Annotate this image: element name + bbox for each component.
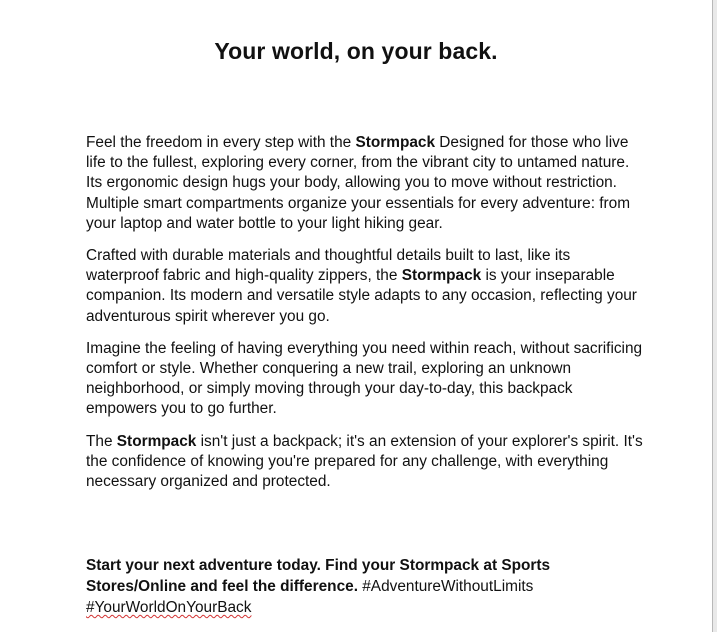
hashtag-adventure: #AdventureWithoutLimits — [357, 578, 534, 595]
brand-name: Stormpack — [401, 267, 482, 285]
paragraph-1-text-a: Feel the freedom in every step with the — [86, 134, 356, 151]
paragraph-3 — [86, 339, 646, 420]
document-title: Your world, on your back. — [214, 38, 498, 64]
brand-name: Stormpack — [355, 134, 436, 151]
brand-name: Stormpack — [116, 432, 197, 450]
cta-bold-text: Start your next adventure today. Find your Stormpack at Sports Stores/Online and feel the difference. — [86, 557, 551, 595]
paragraph-2-text-a: Crafted with durable materials and thoughtful details built to last, like its waterproof fabric and high-quality zippers, the — [86, 247, 571, 285]
paragraph-3-text: Imagine the feeling of having everything you need within reach, without sacrificing comfort or style. Whether conquering a new trail, exploring an unknown neighborhood, or simply moving through your day-to-day, this backpack empowers you to go further. — [86, 339, 643, 418]
paragraph-4-text-a: The — [86, 432, 117, 450]
page-edge-scroll-area[interactable] — [712, 0, 717, 632]
paragraph-1-text-b: Designed for those who live life to the fullest, exploring every corner, from the vibrant city to untamed nature. Its ergonomic design hugs your body, allowing you to move without restriction. Multiple smart compartments organize your essentials for every adventure: from your laptop and water bottle to your light hiking gear. — [86, 134, 631, 232]
paragraph-4-text-b: isn't just a backpack; it's an extension of your explorer's spirit. It's the confidence of knowing you're prepared for any challenge, with everything necessary organized and protected. — [86, 432, 643, 491]
call-to-action — [86, 555, 646, 618]
hashtag-yourworld: #YourWorldOnYourBack — [86, 599, 252, 616]
paragraph-1 — [86, 133, 646, 234]
document-body — [86, 133, 646, 504]
paragraph-2-text-b: is your inseparable companion. Its modern and versatile style adapts to any occasion, reflecting your adventurous spirit wherever you go. — [86, 267, 637, 325]
paragraph-2 — [86, 246, 646, 327]
paragraph-4 — [86, 432, 646, 493]
